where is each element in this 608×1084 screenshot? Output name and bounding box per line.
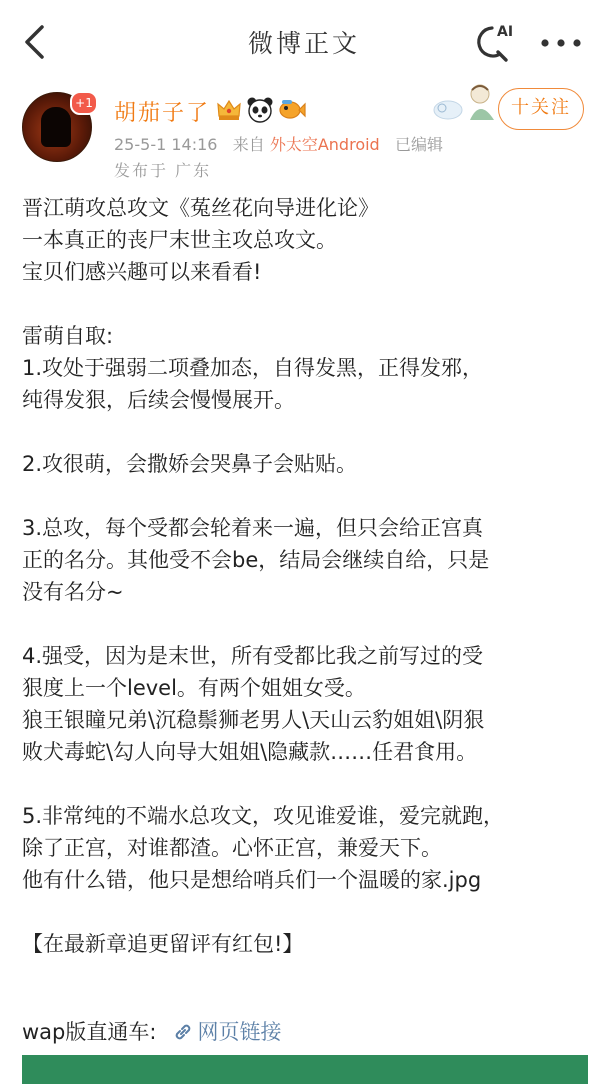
wap-label: wap版直通车: (22, 1020, 157, 1044)
avatar-figure (41, 107, 71, 147)
post-lines (22, 192, 594, 960)
blank-line (22, 480, 594, 512)
post-meta (114, 132, 443, 155)
web-link[interactable]: 网页链接 (197, 1020, 282, 1044)
post-line: 正的名分。其他受不会be，结局会继续自给，只是 (22, 548, 490, 572)
panda-icon (246, 96, 274, 124)
blank-line (22, 288, 594, 320)
post-date: 25-5-1 14:16 (114, 135, 218, 154)
blank-line (22, 896, 594, 928)
post-location: 发布于 广东 (114, 161, 212, 180)
post-line: 2.攻很萌，会撒娇会哭鼻子会贴贴。 (22, 452, 358, 476)
source-prefix: 来自 (232, 135, 265, 154)
follow-button[interactable]: 十关注 (498, 88, 584, 130)
post-source[interactable]: 外太空Android (269, 135, 380, 154)
ai-search-icon[interactable] (470, 20, 516, 64)
post-line: 晋江萌攻总攻文《菟丝花向导进化论》 (22, 196, 379, 220)
post-line: 【在最新章追更留评有红包!】 (22, 932, 304, 956)
wap-line (22, 1016, 281, 1046)
image-preview[interactable] (22, 1055, 588, 1084)
post-line: 一本真正的丧尸末世主攻总攻文。 (22, 228, 337, 252)
post-line: 没有名分~ (22, 580, 124, 604)
crown-icon (216, 98, 242, 122)
ai-label: AI (497, 24, 514, 40)
link-icon (172, 1022, 194, 1042)
username[interactable]: 胡茄子了 (114, 101, 211, 126)
top-nav-bar (0, 0, 608, 86)
post-line: 除了正宫，对谁都渣。心怀正宫，兼爱天下。 (22, 836, 442, 860)
post-line: 3.总攻，每个受都会轮着来一遍，但只会给正宫真 (22, 516, 484, 540)
page-title: 微博正文 (247, 29, 360, 58)
post-line: 狠度上一个level。有两个姐姐女受。 (22, 676, 366, 700)
post-line: 他有什么错，他只是想给哨兵们一个温暖的家.jpg (22, 868, 482, 892)
post-line: 败犬毒蛇\勾人向导大姐姐\隐藏款……任君食用。 (22, 740, 478, 764)
post-line: 1.攻处于强弱二项叠加态，自得发黑，正得发邪， (22, 356, 484, 380)
post-line: 5.非常纯的不端水总攻文，攻见谁爱谁，爱完就跑， (22, 804, 505, 828)
blank-line (22, 768, 594, 800)
decoration-sticker (432, 80, 502, 124)
post-line: 纯得发狠，后续会慢慢展开。 (22, 388, 295, 412)
post-line: 宝贝们感兴趣可以来看看! (22, 260, 262, 284)
more-icon[interactable] (540, 36, 582, 50)
edited-label[interactable]: 已编辑 (394, 135, 443, 154)
avatar-badge: +1 (70, 91, 98, 115)
post-line: 狼王银瞳兄弟\沉稳鬃狮老男人\天山云豹姐姐\阴狠 (22, 708, 485, 732)
blank-line (22, 608, 594, 640)
post-line: 4.强受，因为是末世，所有受都比我之前写过的受 (22, 644, 484, 668)
post-line: 雷萌自取: (22, 324, 114, 348)
post-content (22, 192, 594, 960)
blank-line (22, 416, 594, 448)
fish-icon (278, 98, 306, 122)
